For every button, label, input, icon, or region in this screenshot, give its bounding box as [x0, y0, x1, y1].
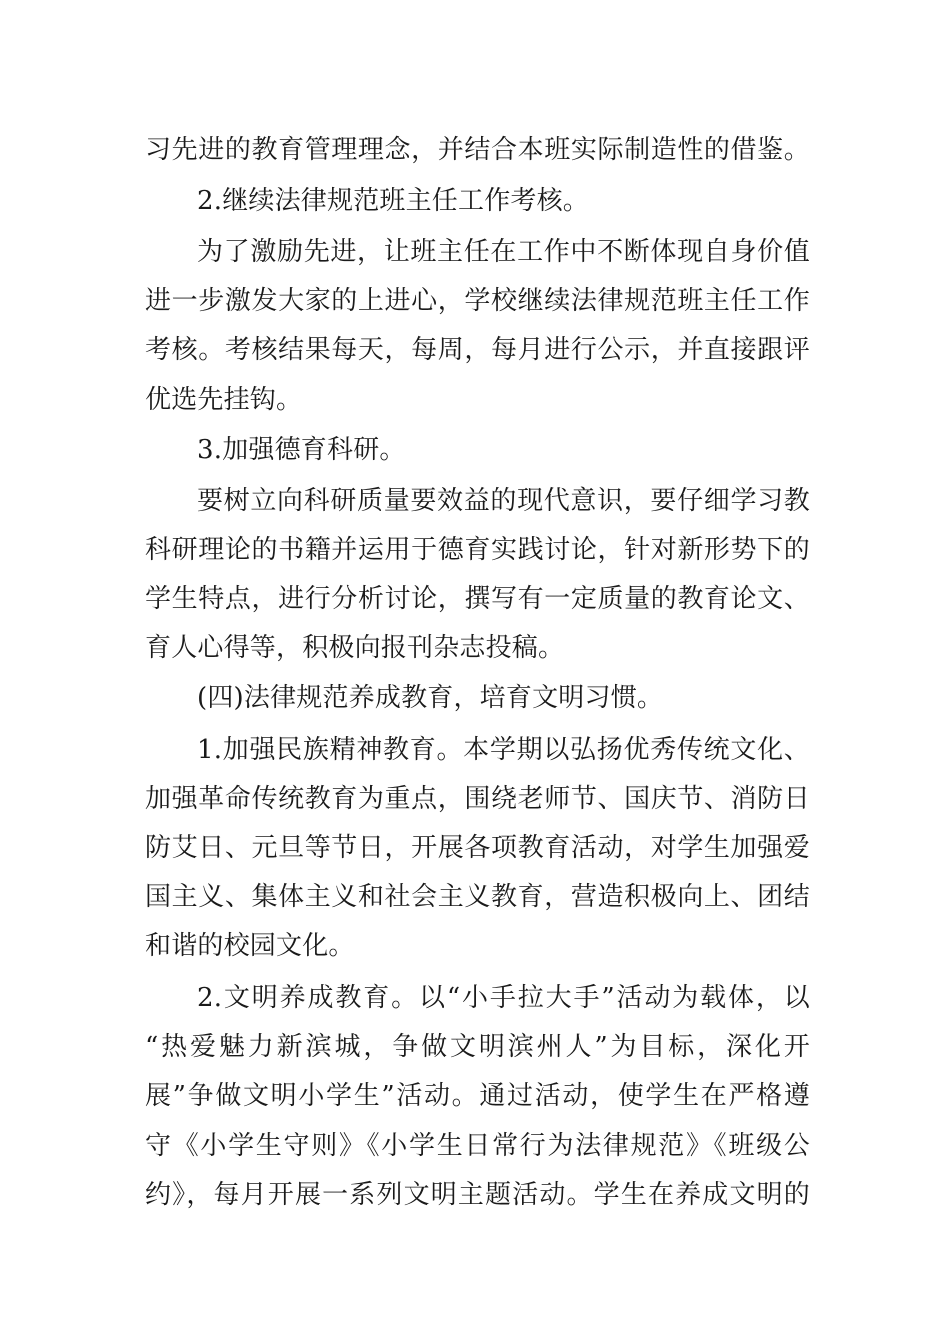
- text-line: 进一步激发大家的上进心，学校继续法律规范班主任工作: [145, 286, 810, 316]
- section-heading: 2.继续法律规范班主任工作考核。: [197, 186, 590, 216]
- text-line: 展”争做文明小学生”活动。通过活动，使学生在严格遵: [145, 1081, 810, 1111]
- text-line: 约》，每月开展一系列文明主题活动。学生在养成文明的: [145, 1180, 810, 1210]
- text-line: 习先进的教育管理理念，并结合本班实际制造性的借鉴。: [145, 135, 810, 165]
- text-line: 学生特点，进行分析讨论，撰写有一定质量的教育论文、: [145, 584, 810, 614]
- text-line: 加强革命传统教育为重点，围绕老师节、国庆节、消防日: [145, 784, 810, 814]
- section-heading: 3.加强德育科研。: [197, 435, 406, 465]
- text-line: 和谐的校园文化。: [145, 931, 355, 961]
- text-line: 要树立向科研质量要效益的现代意识，要仔细学习教: [197, 486, 810, 516]
- text-line: 1.加强民族精神教育。本学期以弘扬优秀传统文化、: [197, 735, 810, 765]
- text-line: 育人心得等，积极向报刊杂志投稿。: [145, 633, 565, 663]
- text-line: 国主义、集体主义和社会主义教育，营造积极向上、团结: [145, 882, 810, 912]
- text-line: 科研理论的书籍并运用于德育实践讨论，针对新形势下的: [145, 535, 810, 565]
- text-line: 考核。考核结果每天，每周，每月进行公示，并直接跟评: [145, 335, 810, 365]
- text-line: 2.文明养成教育。以“小手拉大手”活动为载体，以: [197, 983, 810, 1013]
- text-line: 防艾日、元旦等节日，开展各项教育活动，对学生加强爱: [145, 833, 810, 863]
- section-heading: (四)法律规范养成教育，培育文明习惯。: [197, 683, 664, 713]
- text-line: 为了激励先进，让班主任在工作中不断体现自身价值: [197, 237, 810, 267]
- text-line: 优选先挂钩。: [145, 385, 303, 415]
- text-line: 守《小学生守则》《小学生日常行为法律规范》《班级公: [145, 1131, 810, 1161]
- text-line: “热爱魅力新滨城，争做文明滨州人”为目标，深化开: [145, 1032, 810, 1062]
